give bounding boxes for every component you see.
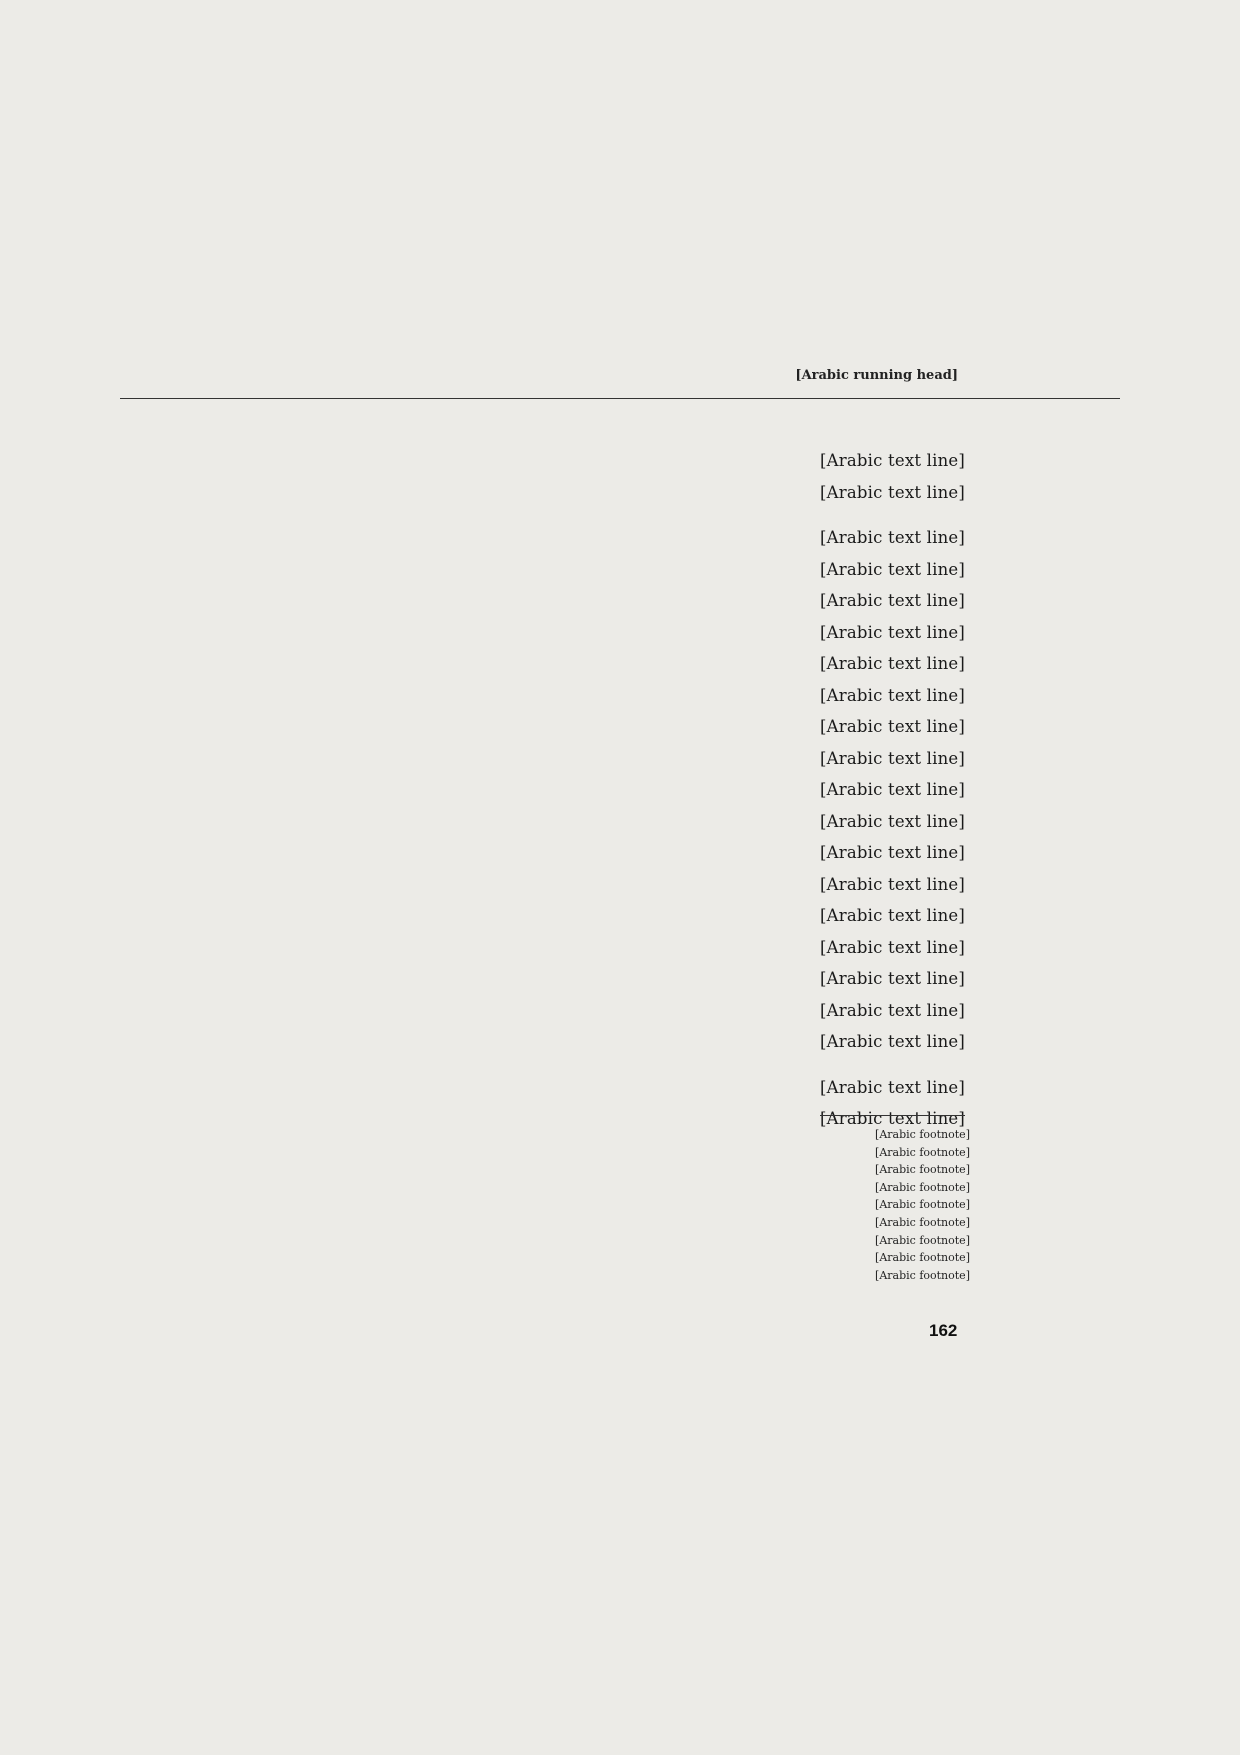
- text-line: [Arabic text line]: [820, 874, 965, 894]
- header-rule: [120, 398, 1120, 399]
- text-line: [Arabic text line]: [820, 482, 965, 502]
- text-line: [Arabic text line]: [820, 622, 965, 642]
- text-line: [Arabic text line]: [820, 1077, 965, 1097]
- text-line: [Arabic text line]: [820, 906, 965, 925]
- text-line: [Arabic text line]: [820, 748, 965, 768]
- text-line: [Arabic text line]: [820, 1109, 965, 1128]
- footnote: [Arabic footnote]: [875, 1198, 970, 1212]
- text-line: [Arabic text line]: [820, 528, 965, 547]
- text-line: [Arabic text line]: [820, 811, 965, 831]
- paragraph: [210, 445, 965, 508]
- footnote: [Arabic footnote]: [875, 1233, 970, 1247]
- footnote: [Arabic footnote]: [875, 1180, 970, 1194]
- footnote: [Arabic footnote]: [875, 1215, 970, 1229]
- body-text: [210, 445, 965, 1149]
- text-line: [Arabic text line]: [820, 937, 965, 957]
- text-line: [Arabic text line]: [820, 843, 965, 862]
- text-line: [Arabic text line]: [820, 685, 965, 705]
- footnote: [Arabic footnote]: [875, 1163, 970, 1177]
- paragraph: [210, 522, 965, 1058]
- footnotes: [210, 1126, 970, 1284]
- running-head: [Arabic running head]: [795, 368, 958, 383]
- text-line: [Arabic text line]: [820, 559, 965, 579]
- text-line: [Arabic text line]: [820, 451, 965, 470]
- text-line: [Arabic text line]: [820, 1000, 965, 1020]
- footnote: [Arabic footnote]: [875, 1145, 970, 1159]
- text-line: [Arabic text line]: [820, 717, 965, 736]
- footnote: [Arabic footnote]: [875, 1268, 970, 1282]
- footnote-rule: [820, 1115, 965, 1116]
- text-line: [Arabic text line]: [820, 969, 965, 988]
- text-line: [Arabic text line]: [820, 654, 965, 673]
- footnote: [Arabic footnote]: [875, 1251, 970, 1265]
- text-line: [Arabic text line]: [820, 591, 965, 610]
- text-line: [Arabic text line]: [820, 1032, 965, 1051]
- page-number: 162: [929, 1321, 958, 1340]
- footnote: [Arabic footnote]: [875, 1128, 970, 1141]
- text-line: [Arabic text line]: [820, 780, 965, 799]
